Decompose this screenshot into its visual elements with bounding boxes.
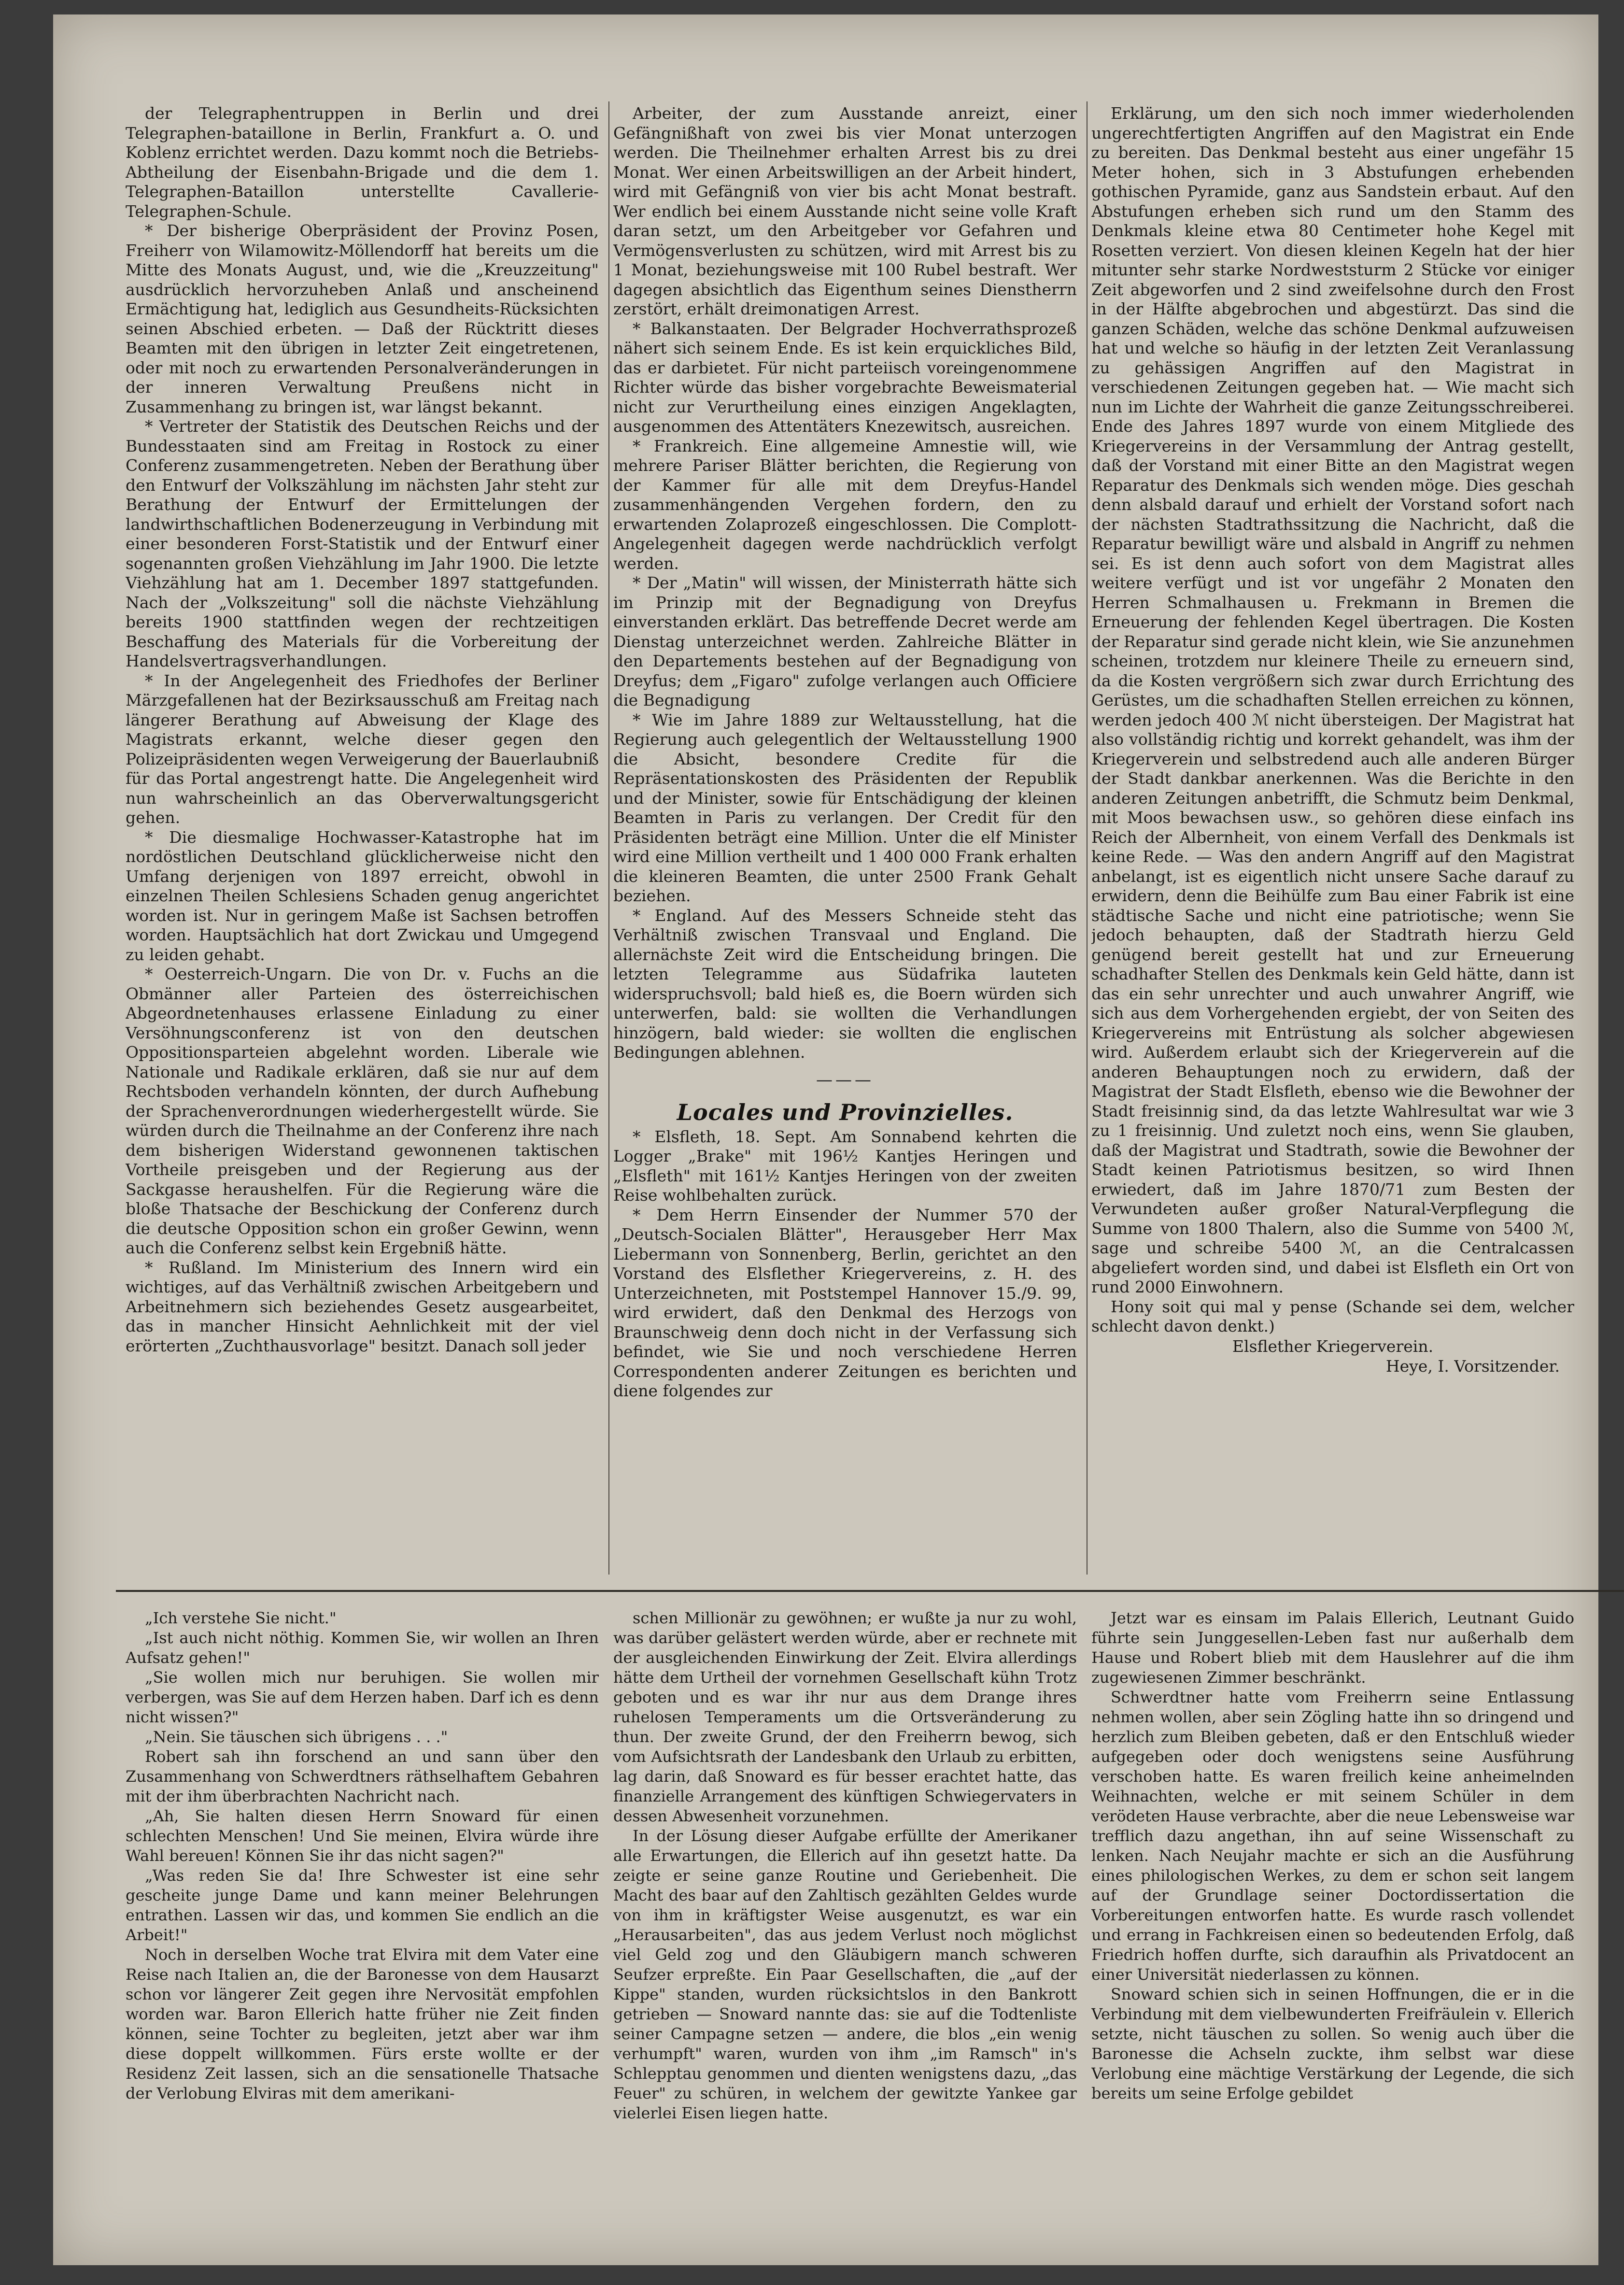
section-heading: Locales und Provinzielles. <box>677 1099 1014 1125</box>
upper-column-2 <box>613 104 1077 1572</box>
paragraph: * Wie im Jahre 1889 zur Weltausstellung, hat die Regierung auch gelegentlich der Weltausstellung 1900 die Absicht, besondere Credite für die Repräsentationskosten des Präsidenten der Republik und der Minister, sowie für Entschädigung der kleinen Beamten in Paris zu verlangen. Der Credit für den Präsidenten beträgt eine Million. Unter die elf Minister wird eine Million vertheilt und 1 400 000 Frank erhalten die kleineren Beamten, die unter 2500 Frank Gehalt beziehen. <box>613 710 1077 905</box>
feuilleton-section <box>126 1608 1623 2246</box>
paragraph: In der Lösung dieser Aufgabe erfüllte der Amerikaner alle Erwartungen, die Ellerich auf ihn gesetzt hatte. Da zeigte er seine ganze Routine und Geriebenheit. Die Macht des baar auf den Zahltisch gezählten Geldes wurde von ihm in kräftigster Weise ausgenutzt, es war ein „Herausarbeiten", das aus jedem Verlust noch möglichst viel Geld zog und den Gläubigern manch schweren Seufzer erpreßte. Ein Paar Gesellschaften, die „auf der Kippe" standen, wurden rücksichtslos in den Bankrott getrieben — Snoward nannte das: sie auf die Todtenliste seiner Campagne setzen — andere, die blos „ein wenig verhumpft" waren, wurden von ihm „im Ramsch" in's Schlepptau genommen und dienten wenigstens dazu, „das Feuer" zu schüren, in welchem der gewitzte Yankee gar vielerlei Eisen liegen hatte. <box>613 1827 1077 2122</box>
lower-column-1 <box>126 1608 599 2246</box>
paragraph: schen Millionär zu gewöhnen; er wußte ja nur zu wohl, was darüber gelästert werden würde, aber er rechnete mit der ausgleichenden Einwirkung der Zeit. Elvira allerdings hätte dem Urtheil der vornehmen Gesellschaft kühn Trotz geboten und es war ihr nur aus dem Drange ihres ruhelosen Temperaments um die Ortsveränderung zu thun. Der zweite Grund, der den Freiherrn bewog, sich vom Aufsichtsrath der Landesbank den Urlaub zu erbitten, lag darin, daß Snoward es für besser erachtet hatte, das finanzielle Arrangement des künftigen Schwiegervaters in dessen Abwesenheit vorzunehmen. <box>613 1609 1077 1825</box>
upper-column-1 <box>126 104 599 1572</box>
newspaper-page <box>53 14 1598 2265</box>
paragraph: Arbeiter, der zum Ausstande anreizt, einer Gefängnißhaft von zwei bis vier Monat unterzogen werden. Die Theilnehmer erhalten Arrest bis zu drei Monat. Wer einen Arbeitswilligen an der Arbeit hindert, wird mit Gefängniß von vier bis acht Monat bestraft. Wer endlich bei einem Ausstande nicht seine volle Kraft daran setzt, um den Arbeitgeber vor Gefahren und Vermögensverlusten zu schützen, wird mit Arrest bis zu 1 Monat, beziehungsweise mit 100 Rubel bestraft. Wer dagegen absichtlich das Eigenthum seines Dienstherrn zerstört, erhält dreimonatigen Arrest. <box>613 104 1077 318</box>
paragraph: Erklärung, um den sich noch immer wiederholenden ungerechtfertigten Angriffen auf den Magistrat ein Ende zu bereiten. Das Denkmal besteht aus einer ungefähr 15 Meter hohen, sich in 3 Abstufungen erhebenden gothischen Pyramide, ganz aus Sandstein erbaut. Auf den Abstufungen erheben sich rund um den Stamm des Denkmals kleine etwa 80 Centimeter hohe Kegel mit Rosetten verziert. Von diesen kleinen Kegeln hat der hier mitunter sehr starke Nordweststurm 2 Stücke vor einiger Zeit abgeworfen und 2 sind zweifelsohne durch den Frost in der Hälfte abgebrochen und abgestürzt. Das sind die ganzen Schäden, welche das schöne Denkmal aufzuweisen hat und welche so häufig in der letzten Zeit Veranlassung zu gehässigen Angriffen auf den Magistrat in verschiedenen Zeitungen gegeben hat. — Wie macht sich nun im Lichte der Wahrheit die ganze Zeitungsschreiberei. Ende des Jahres 1897 wurde von einem Mitgliede des Kriegervereins in der Versammlung der Antrag gestellt, daß der Vorstand mit einer Bitte an den Magistrat wegen Reparatur des Denkmals sich wenden möge. Dies geschah denn alsbald darauf und erhielt der Vorstand sofort nach der nächsten Stadtrathssitzung die Nachricht, daß die Reparatur bewilligt wäre und alsbald in Angriff zu nehmen sei. Es ist denn auch sofort von dem Magistrat alles weitere verfügt und ist vor ungefähr 2 Monaten den Herren Schmalhausen u. Frekmann in Bremen die Erneuerung der fehlenden Kegel übertragen. Die Kosten der Reparatur sind gerade nicht klein, wie Sie anzunehmen scheinen, trotzdem nur kleinere Theile zu erneuern sind, da die Kosten vergrößern sich zwar durch Errichtung des Gerüstes, um die schadhaften Stellen erreichen zu können, werden jedoch 400 ℳ nicht übersteigen. Der Magistrat hat also vollständig richtig und korrekt gehandelt, was ihm der Kriegerverein und selbstredend auch alle anderen Bürger der Stadt dankbar anerkennen. Was die Berichte in den anderen Zeitungen anbetrifft, die Schmutz beim Denkmal, mit Moos bewachsen usw., so gehören diese einfach ins Reich der Albernheit, von einem Verfall des Denkmals ist keine Rede. — Was den andern Angriff auf den Magistrat anbelangt, ist es eigentlich nicht unsere Sache darauf zu erwidern, denn die Beihülfe zum Bau einer Fabrik ist eine städtische Sache und nicht eine patriotische; wenn Sie jedoch behaupten, daß der Stadtrath hierzu Geld genügend bereit gestellt hat und zur Erneuerung schadhafter Stellen des Denkmals kein Geld hätte, dann ist das ein sehr unrechter und auch unwahrer Angriff, wie sich aus dem Vorhergehenden ergiebt, der von Seiten des Kriegervereins mit Entrüstung als solcher abgewiesen wird. Außerdem erlaubt sich der Kriegerverein auf die anderen Behauptungen noch zu erwidern, daß der Magistrat der Stadt Elsfleth, ebenso wie die Bewohner der Stadt freisinnig sind, da das letzte Wahlresultat war wie 3 zu 1 freisinnig. Und zuletzt noch eins, wenn Sie glauben, daß der Magistrat und Stadtrath, sowie die Bewohner der Stadt keinen Patriotismus besitzen, so wird Ihnen erwiedert, daß im Jahre 1870/71 zum Besten der Verwundeten außer großer Natural-Verpflegung die Summe von 1800 Thalern, also die Summe von 5400 ℳ, sage und schreibe 5400 ℳ, an die Centralcassen abgeliefert worden sind, und dabei ist Elsfleth ein Ort von rund 2000 Einwohnern. <box>1091 104 1574 1296</box>
paragraph: * Balkanstaaten. Der Belgrader Hochverrathsprozeß nähert sich seinem Ende. Es ist kein erquickliches Bild, das er darbietet. Für nicht parteiisch voreingenommene Richter würde das bisher vorgebrachte Beweismaterial nicht zur Verurtheilung eines einzigen Angeklagten, ausgenommen des Attentäters Knezewitsch, ausreichen. <box>613 319 1077 436</box>
paragraph: Jetzt war es einsam im Palais Ellerich, Leutnant Guido führte sein Junggesellen-Leben fast nur außerhalb dem Hause und Robert blieb mit dem Hauslehrer auf die ihm zugewiesenen Zimmer beschränkt. <box>1091 1609 1574 1687</box>
signature-person: Heye, I. Vorsitzender. <box>1385 1356 1560 1376</box>
paragraph: * Der „Matin" will wissen, der Ministerrath hätte sich im Prinzip mit der Begnadigung von Dreyfus einverstanden erklärt. Das betreffende Decret werde am Dienstag unterzeichnet werden. Zahlreiche Blätter in den Departements bestehen auf der Begnadigung von Dreyfus; dem „Figaro" zufolge verlangen auch Officiere die Begnadigung <box>613 573 1077 710</box>
lower-column-3 <box>1091 1608 1574 2246</box>
paragraph: der Telegraphentruppen in Berlin und drei Telegraphen-bataillone in Berlin, Frankfurt a. O. und Koblenz errichtet werden. Dazu kommt noch die Betriebs-Abtheilung der Eisenbahn-Brigade und die dem 1. Telegraphen-Bataillon unterstellte Cavallerie-Telegraphen-Schule. <box>126 104 599 221</box>
paragraph: Hony soit qui mal y pense (Schande sei dem, welcher schlecht davon denkt.) <box>1091 1297 1574 1335</box>
feuilleton-divider <box>116 1590 1624 1592</box>
paragraph: „Nein. Sie täuschen sich übrigens . . ." <box>145 1728 448 1746</box>
paragraph: „Ah, Sie halten diesen Herrn Snoward für einen schlechten Menschen! Und Sie meinen, Elvira würde ihre Wahl bereuen! Können Sie ihr das nicht sagen?" <box>126 1807 599 1865</box>
upper-column-3 <box>1091 104 1574 1572</box>
paragraph: * Oesterreich-Ungarn. Die von Dr. v. Fuchs an die Obmänner aller Parteien des österreichischen Abgeordnetenhauses erlassene Einladung zu einer Versöhnungsconferenz ist von den deutschen Oppositionsparteien abgelehnt worden. Liberale wie Nationale und Radikale erklären, daß sie nur auf dem Rechtsboden verhandeln könnten, der durch Aufhebung der Sprachenverordnungen wiederhergestellt würde. Sie würden durch die Theilnahme an der Conferenz ihre nach dem bisherigen Widerstand gewonnenen taktischen Vortheile preisgeben und der Regierung aus der Sackgasse heraushelfen. Für die Regierung wäre die bloße Thatsache der Beschickung der Conferenz durch die deutsche Opposition schon ein großer Gewinn, wenn auch die Conferenz selbst kein Ergebniß hätte. <box>126 965 599 1257</box>
lower-column-2 <box>613 1608 1077 2246</box>
paragraph: „Ist auch nicht nöthig. Kommen Sie, wir wollen an Ihren Aufsatz gehen!" <box>126 1629 599 1667</box>
paragraph: * England. Auf des Messers Schneide steht das Verhältniß zwischen Transvaal und England. Die allernächste Zeit wird die Entscheidung bringen. Die letzten Telegramme aus Südafrika lauteten widerspruchsvoll; bald hieß es, die Boern würden sich unterwerfen, bald: sie wollten die Verhandlungen hinzögern, bald wieder: sie wollten die englischen Bedingungen ablehnen. <box>613 906 1077 1062</box>
paragraph: * Frankreich. Eine allgemeine Amnestie will, wie mehrere Pariser Blätter berichten, die Regierung von der Kammer für alle mit dem Dreyfus-Handel zusammenhängenden Vergehen fordern, den zu erwartenden Zolaprozeß eingeschlossen. Die Complott-Angelegenheit dagegen werde nachdrücklich verfolgt werden. <box>613 436 1077 573</box>
paragraph: * Die diesmalige Hochwasser-Katastrophe hat im nordöstlichen Deutschland glücklicherweise nicht den Umfang derjenigen von 1897 erreicht, obwohl in einzelnen Theilen Schlesiens Schaden genug angerichtet worden ist. Nur in geringem Maße ist Sachsen betroffen worden. Hauptsächlich hat dort Zwickau und Umgegend zu leiden gehabt. <box>126 827 599 964</box>
paragraph: * Rußland. Im Ministerium des Innern wird ein wichtiges, auf das Verhältniß zwischen Arbeitgebern und Arbeitnehmern sich beziehendes Gesetz ausgearbeitet, das in mancher Hinsicht Aehnlichkeit mit der viel erörterten „Zuchthausvorlage" besitzt. Danach soll jeder <box>126 1258 599 1355</box>
paragraph: Snoward schien sich in seinen Hoffnungen, die er in die Verbindung mit dem vielbewunderten Freifräulein v. Ellerich setzte, nicht täuschen zu sollen. So wenig auch über die Baronesse die Achseln zuckte, ihm selbst war diese Verlobung eine mächtige Verstärkung der Legende, die sich bereits um seine Erfolge gebildet <box>1091 1985 1574 2102</box>
paragraph: * Der bisherige Oberpräsident der Provinz Posen, Freiherr von Wilamowitz-Möllendorff hat bereits um die Mitte des Monats August, und, wie die „Kreuzzeitung" ausdrücklich hervorzuheben Anlaß und anscheinend Ermächtigung hat, lediglich aus Gesundheits-Rücksichten seinen Abschied erbeten. — Daß der Rücktritt dieses Beamten mit den übrigen in letzter Zeit eingetretenen, oder mit noch zu erwartenden Personalveränderungen in der inneren Verwaltung Preußens nicht in Zusammenhang zu bringen ist, war längst bekannt. <box>126 221 599 416</box>
paragraph: * In der Angelegenheit des Friedhofes der Berliner Märzgefallenen hat der Bezirksausschuß am Freitag nach längerer Berathung auf Abweisung der Klage des Magistrats erkannt, welche dieser gegen den Polizeipräsidenten wegen Verweigerung der Bauerlaubniß für das Portal angestrengt hatte. Die Angelegenheit wird nun wahrscheinlich an das Oberverwaltungsgericht gehen. <box>126 671 599 827</box>
paragraph: „Was reden Sie da! Ihre Schwester ist eine sehr gescheite junge Dame und kann meiner Belehrungen entrathen. Lassen wir das, und kommen Sie endlich an die Arbeit!" <box>126 1866 599 1944</box>
paragraph: „Sie wollen mich nur beruhigen. Sie wollen mir verbergen, was Sie auf dem Herzen haben. Darf ich es denn nicht wissen?" <box>126 1668 599 1726</box>
paragraph: * Elsfleth, 18. Sept. Am Sonnabend kehrten die Logger „Brake" mit 196½ Kantjes Heringen und „Elsfleth" mit 161½ Kantjes Heringen von der zweiten Reise wohlbehalten zurück. <box>613 1127 1077 1205</box>
paragraph: Noch in derselben Woche trat Elvira mit dem Vater eine Reise nach Italien an, die der Baronesse von dem Hausarzt schon vor längerer Zeit gegen ihre Nervosität empfohlen worden war. Baron Ellerich hatte früher nie Zeit finden können, seine Tochter zu begleiten, jetzt aber war ihm diese doppelt willkommen. Fürs erste wollte er der Residenz Zeit lassen, sich an die sensationelle Thatsache der Verlobung Elviras mit dem amerikani- <box>126 1945 599 2102</box>
section-separator: ——— <box>816 1070 874 1090</box>
paragraph: * Vertreter der Statistik des Deutschen Reichs und der Bundesstaaten sind am Freitag in Rostock zu einer Conferenz zusammengetreten. Neben der Berathung über den Entwurf der Volkszählung im nächsten Jahr steht zur Berathung der Entwurf der Ermittelungen der landwirthschaftlichen Bodenerzeugung in Verbindung mit einer besonderen Forst-Statistik und der Entwurf einer sogenannten großen Viehzählung im Jahr 1900. Die letzte Viehzählung hat am 1. December 1897 stattgefunden. Nach der „Volkszeitung" soll die nächste Viehzählung bereits 1900 stattfinden wegen der rechtzeitigen Beschaffung des Materials für die Vorbereitung der Handelsvertragsverhandlungen. <box>126 417 599 670</box>
upper-section <box>126 104 1623 1572</box>
signature-organization: Elsflether Kriegerverein. <box>1232 1336 1434 1356</box>
paragraph: „Ich verstehe Sie nicht." <box>145 1609 337 1627</box>
paragraph: * Dem Herrn Einsender der Nummer 570 der „Deutsch-Socialen Blätter", Herausgeber Herr Max Liebermann von Sonnenberg, Berlin, gerichtet an den Vorstand des Elsflether Kriegervereins, z. H. des Unterzeichneten, mit Poststempel Hannover 15./9. 99, wird erwidert, daß den Denkmal des Herzogs von Braunschweig denn doch nicht in der Verfassung sich befindet, wie Sie und noch verschiedene Herren Correspondenten anderer Zeitungen es berichten und diene folgendes zur <box>613 1205 1077 1400</box>
paragraph: Robert sah ihn forschend an und sann über den Zusammenhang von Schwerdtners räthselhaftem Gebahren mit der ihm überbrachten Nachricht nach. <box>126 1747 599 1805</box>
paragraph: Schwerdtner hatte vom Freiherrn seine Entlassung nehmen wollen, aber sein Zögling hatte ihn so dringend und herzlich zum Bleiben gebeten, daß er den Entschluß wieder aufgegeben oder doch wenigstens seine Ausführung verschoben hatte. Es waren freilich keine anheimelnden Weihnachten, welche er mit seinem Schüler in dem verödeten Hause verbrachte, aber die neue Lebensweise war trefflich dazu angethan, ihn auf seine Wissenschaft zu lenken. Nach Neujahr machte er sich an die Ausführung eines philologischen Werkes, zu dem er schon seit langem auf der Grundlage seiner Doctordissertation die Vorbereitungen entworfen hatte. Es wurde rasch vollendet und errang in Fachkreisen einen so bedeutenden Erfolg, daß Friedrich hoffen durfte, sich daraufhin als Privatdocent an einer Universität niederlassen zu können. <box>1091 1688 1574 1984</box>
